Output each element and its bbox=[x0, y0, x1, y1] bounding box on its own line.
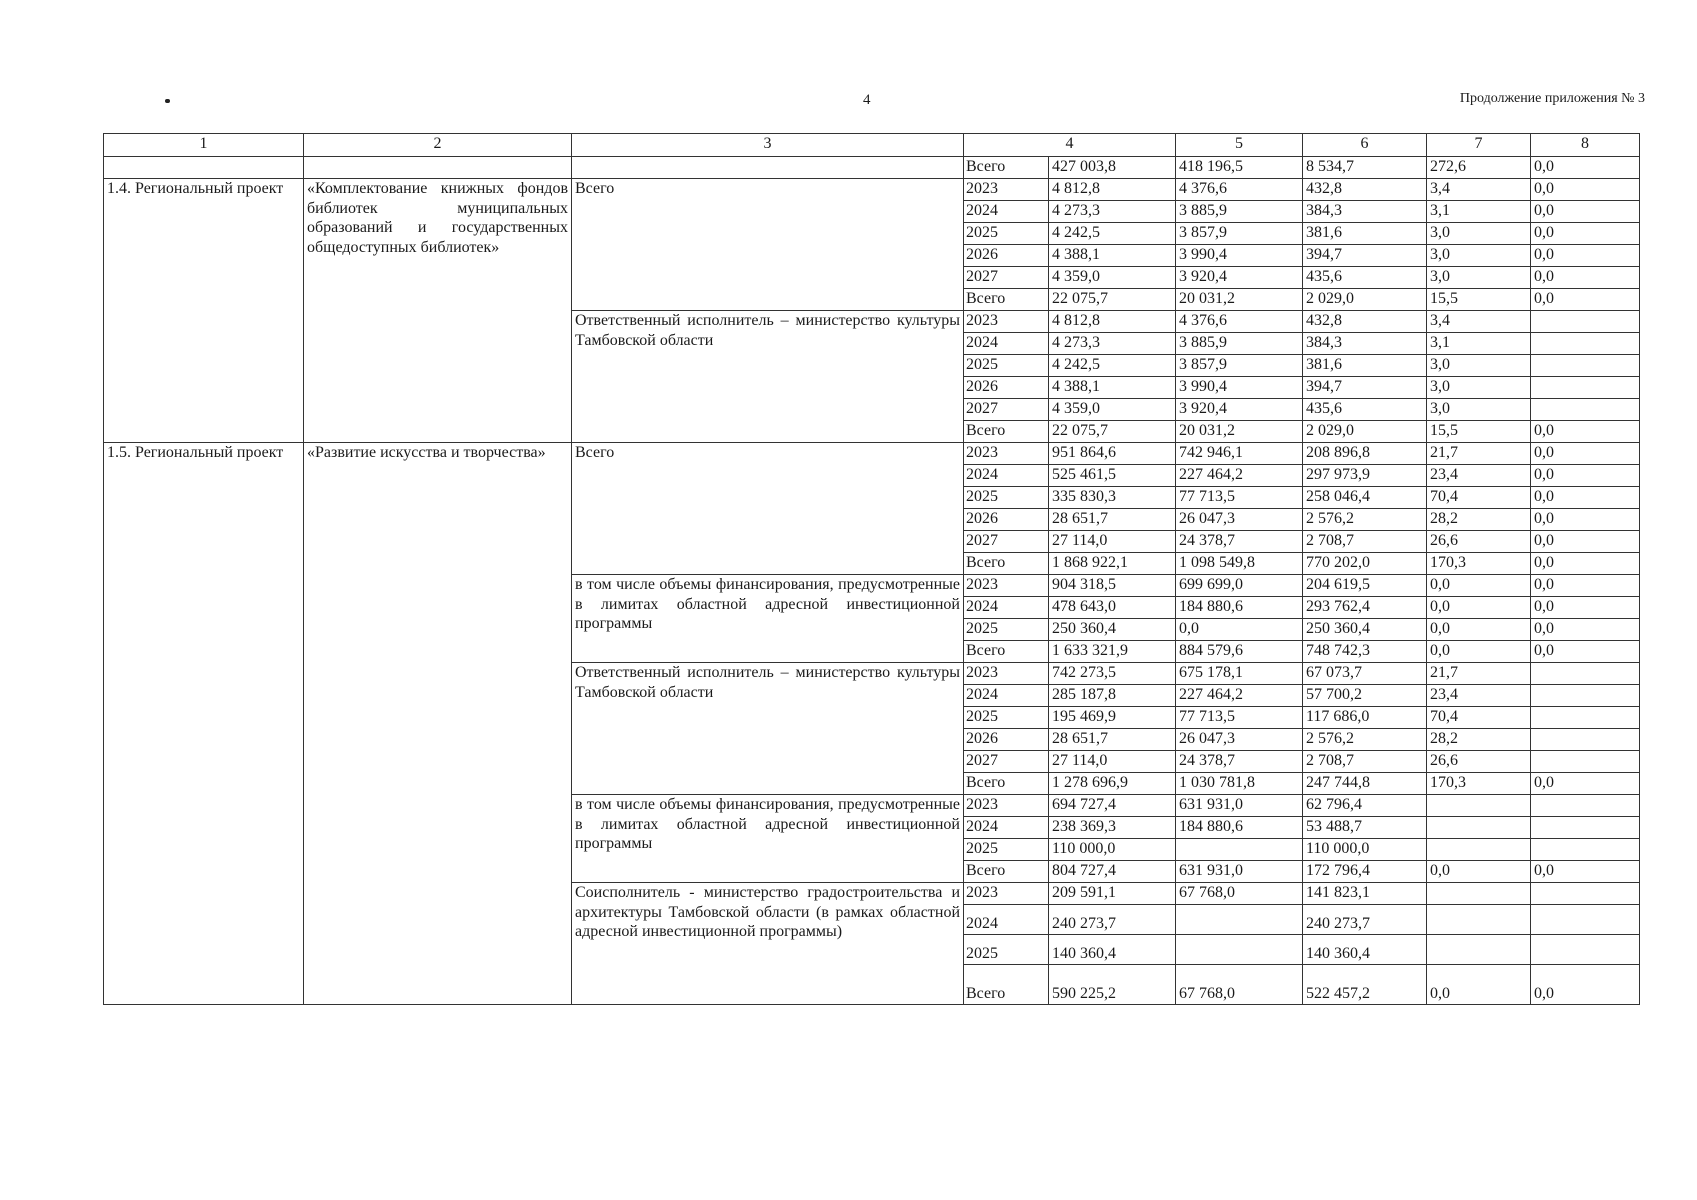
year-cell: 2027 bbox=[964, 267, 1049, 289]
value-cell: 432,8 bbox=[1303, 179, 1427, 201]
value-cell: 70,4 bbox=[1427, 487, 1531, 509]
col-header: 2 bbox=[304, 134, 572, 157]
table-body bbox=[104, 134, 1640, 1005]
value-cell: 0,0 bbox=[1531, 245, 1640, 267]
value-cell: 2 708,7 bbox=[1303, 751, 1427, 773]
value-cell: 4 359,0 bbox=[1049, 399, 1176, 421]
value-cell: 3,0 bbox=[1427, 245, 1531, 267]
value-cell bbox=[1531, 663, 1640, 685]
year-cell: 2027 bbox=[964, 751, 1049, 773]
value-cell: 3 885,9 bbox=[1176, 201, 1303, 223]
value-cell: 110 000,0 bbox=[1303, 839, 1427, 861]
value-cell: 631 931,0 bbox=[1176, 795, 1303, 817]
empty-cell bbox=[304, 157, 572, 179]
value-cell: 394,7 bbox=[1303, 377, 1427, 399]
value-cell bbox=[1531, 935, 1640, 965]
value-cell: 0,0 bbox=[1531, 157, 1640, 179]
value-cell: 3,1 bbox=[1427, 333, 1531, 355]
value-cell bbox=[1531, 905, 1640, 935]
value-cell: 0,0 bbox=[1531, 443, 1640, 465]
value-cell: 2 029,0 bbox=[1303, 289, 1427, 311]
value-cell bbox=[1427, 795, 1531, 817]
value-cell bbox=[1531, 399, 1640, 421]
col-header: 1 bbox=[104, 134, 304, 157]
value-cell: 227 464,2 bbox=[1176, 685, 1303, 707]
value-cell: 478 643,0 bbox=[1049, 597, 1176, 619]
value-cell bbox=[1427, 883, 1531, 905]
year-cell: Всего bbox=[964, 861, 1049, 883]
value-cell: 742 946,1 bbox=[1176, 443, 1303, 465]
value-cell: 3,0 bbox=[1427, 377, 1531, 399]
year-cell: Всего bbox=[964, 289, 1049, 311]
value-cell: 247 744,8 bbox=[1303, 773, 1427, 795]
value-cell: 170,3 bbox=[1427, 773, 1531, 795]
value-cell: 590 225,2 bbox=[1049, 965, 1176, 1005]
value-cell bbox=[1531, 355, 1640, 377]
value-cell: 418 196,5 bbox=[1176, 157, 1303, 179]
value-cell: 28,2 bbox=[1427, 729, 1531, 751]
value-cell: 26,6 bbox=[1427, 751, 1531, 773]
value-cell: 227 464,2 bbox=[1176, 465, 1303, 487]
value-cell: 699 699,0 bbox=[1176, 575, 1303, 597]
value-cell: 208 896,8 bbox=[1303, 443, 1427, 465]
value-cell: 742 273,5 bbox=[1049, 663, 1176, 685]
value-cell: 22 075,7 bbox=[1049, 289, 1176, 311]
value-cell: 525 461,5 bbox=[1049, 465, 1176, 487]
year-cell: 2024 bbox=[964, 201, 1049, 223]
value-cell: 2 029,0 bbox=[1303, 421, 1427, 443]
value-cell bbox=[1176, 935, 1303, 965]
year-cell: 2023 bbox=[964, 443, 1049, 465]
value-cell: 170,3 bbox=[1427, 553, 1531, 575]
year-cell: 2025 bbox=[964, 223, 1049, 245]
value-cell: 57 700,2 bbox=[1303, 685, 1427, 707]
value-cell: 0,0 bbox=[1531, 861, 1640, 883]
value-cell bbox=[1531, 795, 1640, 817]
value-cell bbox=[1531, 311, 1640, 333]
year-cell: 2026 bbox=[964, 509, 1049, 531]
value-cell: 1 278 696,9 bbox=[1049, 773, 1176, 795]
value-cell: 3,4 bbox=[1427, 179, 1531, 201]
value-cell: 184 880,6 bbox=[1176, 817, 1303, 839]
value-cell: 4 812,8 bbox=[1049, 311, 1176, 333]
value-cell: 904 318,5 bbox=[1049, 575, 1176, 597]
value-cell: 0,0 bbox=[1427, 597, 1531, 619]
value-cell: 0,0 bbox=[1531, 289, 1640, 311]
value-cell: 67 073,7 bbox=[1303, 663, 1427, 685]
table-row bbox=[104, 157, 1640, 179]
value-cell: 3 857,9 bbox=[1176, 355, 1303, 377]
year-cell: 2023 bbox=[964, 795, 1049, 817]
value-cell: 258 046,4 bbox=[1303, 487, 1427, 509]
value-cell: 27 114,0 bbox=[1049, 751, 1176, 773]
year-cell: Всего bbox=[964, 641, 1049, 663]
value-cell bbox=[1427, 935, 1531, 965]
col-header: 5 bbox=[1176, 134, 1303, 157]
value-cell: 285 187,8 bbox=[1049, 685, 1176, 707]
value-cell: 140 360,4 bbox=[1049, 935, 1176, 965]
value-cell bbox=[1531, 333, 1640, 355]
value-cell: 522 457,2 bbox=[1303, 965, 1427, 1005]
value-cell bbox=[1531, 377, 1640, 399]
value-cell: 0,0 bbox=[1427, 861, 1531, 883]
year-cell: Всего bbox=[964, 553, 1049, 575]
empty-cell bbox=[104, 157, 304, 179]
value-cell: 0,0 bbox=[1427, 641, 1531, 663]
value-cell: 250 360,4 bbox=[1303, 619, 1427, 641]
value-cell: 435,6 bbox=[1303, 267, 1427, 289]
value-cell: 3,1 bbox=[1427, 201, 1531, 223]
value-cell: 15,5 bbox=[1427, 421, 1531, 443]
value-cell: 0,0 bbox=[1531, 575, 1640, 597]
value-cell: 1 098 549,8 bbox=[1176, 553, 1303, 575]
value-cell: 0,0 bbox=[1531, 201, 1640, 223]
value-cell: 0,0 bbox=[1531, 223, 1640, 245]
value-cell: 28,2 bbox=[1427, 509, 1531, 531]
value-cell: 804 727,4 bbox=[1049, 861, 1176, 883]
value-cell bbox=[1531, 707, 1640, 729]
value-cell: 26,6 bbox=[1427, 531, 1531, 553]
table-row bbox=[104, 443, 1640, 465]
value-cell: 0,0 bbox=[1531, 597, 1640, 619]
value-cell: 209 591,1 bbox=[1049, 883, 1176, 905]
year-cell: 2024 bbox=[964, 685, 1049, 707]
value-cell bbox=[1531, 839, 1640, 861]
value-cell: 28 651,7 bbox=[1049, 509, 1176, 531]
value-cell: 0,0 bbox=[1531, 267, 1640, 289]
value-cell: 184 880,6 bbox=[1176, 597, 1303, 619]
value-cell: 394,7 bbox=[1303, 245, 1427, 267]
year-cell: 2025 bbox=[964, 619, 1049, 641]
year-cell: Всего bbox=[964, 157, 1049, 179]
value-cell: 3 990,4 bbox=[1176, 377, 1303, 399]
value-cell: 23,4 bbox=[1427, 685, 1531, 707]
year-cell: 2023 bbox=[964, 311, 1049, 333]
value-cell: 1 030 781,8 bbox=[1176, 773, 1303, 795]
value-cell: 24 378,7 bbox=[1176, 531, 1303, 553]
project-number-cell: 1.4. Региональный проект bbox=[104, 179, 304, 443]
value-cell: 4 359,0 bbox=[1049, 267, 1176, 289]
value-cell: 24 378,7 bbox=[1176, 751, 1303, 773]
value-cell: 1 633 321,9 bbox=[1049, 641, 1176, 663]
funding-source-cell: Ответственный исполнитель – министерство культуры Тамбовской области bbox=[572, 663, 964, 795]
funding-source-cell: Всего bbox=[572, 443, 964, 575]
value-cell: 140 360,4 bbox=[1303, 935, 1427, 965]
value-cell: 3 990,4 bbox=[1176, 245, 1303, 267]
year-cell: 2026 bbox=[964, 729, 1049, 751]
value-cell: 62 796,4 bbox=[1303, 795, 1427, 817]
value-cell: 0,0 bbox=[1531, 773, 1640, 795]
value-cell: 427 003,8 bbox=[1049, 157, 1176, 179]
year-cell: 2025 bbox=[964, 839, 1049, 861]
value-cell: 21,7 bbox=[1427, 443, 1531, 465]
value-cell: 240 273,7 bbox=[1049, 905, 1176, 935]
value-cell bbox=[1427, 817, 1531, 839]
funding-source-cell: в том числе объемы финансирования, предусмотренные в лимитах областной адресной инвестиционной программы bbox=[572, 795, 964, 883]
value-cell: 204 619,5 bbox=[1303, 575, 1427, 597]
value-cell: 0,0 bbox=[1531, 553, 1640, 575]
year-cell: 2027 bbox=[964, 531, 1049, 553]
year-cell: 2023 bbox=[964, 575, 1049, 597]
value-cell: 432,8 bbox=[1303, 311, 1427, 333]
empty-cell bbox=[572, 157, 964, 179]
value-cell: 3 857,9 bbox=[1176, 223, 1303, 245]
value-cell: 435,6 bbox=[1303, 399, 1427, 421]
year-cell: 2024 bbox=[964, 333, 1049, 355]
value-cell bbox=[1531, 685, 1640, 707]
value-cell: 4 273,3 bbox=[1049, 201, 1176, 223]
value-cell bbox=[1531, 751, 1640, 773]
value-cell: 4 376,6 bbox=[1176, 179, 1303, 201]
col-header: 8 bbox=[1531, 134, 1640, 157]
value-cell: 384,3 bbox=[1303, 333, 1427, 355]
value-cell: 67 768,0 bbox=[1176, 965, 1303, 1005]
value-cell bbox=[1176, 839, 1303, 861]
year-cell: 2023 bbox=[964, 179, 1049, 201]
col-header: 4 bbox=[964, 134, 1176, 157]
funding-source-cell: Соисполнитель - министерство градостроительства и архитектуры Тамбовской области (в рамках областной адресной инвестиционной программы) bbox=[572, 883, 964, 1005]
value-cell: 26 047,3 bbox=[1176, 729, 1303, 751]
value-cell: 297 973,9 bbox=[1303, 465, 1427, 487]
value-cell: 0,0 bbox=[1531, 641, 1640, 663]
value-cell: 53 488,7 bbox=[1303, 817, 1427, 839]
column-number-row bbox=[104, 134, 1640, 157]
value-cell: 884 579,6 bbox=[1176, 641, 1303, 663]
value-cell: 272,6 bbox=[1427, 157, 1531, 179]
value-cell: 0,0 bbox=[1427, 965, 1531, 1005]
scan-speck bbox=[165, 99, 170, 103]
value-cell: 4 242,5 bbox=[1049, 355, 1176, 377]
year-cell: 2026 bbox=[964, 377, 1049, 399]
value-cell: 67 768,0 bbox=[1176, 883, 1303, 905]
value-cell: 0,0 bbox=[1427, 575, 1531, 597]
value-cell: 4 812,8 bbox=[1049, 179, 1176, 201]
value-cell: 3 920,4 bbox=[1176, 399, 1303, 421]
value-cell: 381,6 bbox=[1303, 355, 1427, 377]
value-cell: 22 075,7 bbox=[1049, 421, 1176, 443]
value-cell: 0,0 bbox=[1531, 487, 1640, 509]
value-cell: 70,4 bbox=[1427, 707, 1531, 729]
value-cell: 3,0 bbox=[1427, 399, 1531, 421]
funding-source-cell: в том числе объемы финансирования, предусмотренные в лимитах областной адресной инвестиционной программы bbox=[572, 575, 964, 663]
value-cell: 293 762,4 bbox=[1303, 597, 1427, 619]
funding-source-cell: Всего bbox=[572, 179, 964, 311]
value-cell: 3,0 bbox=[1427, 355, 1531, 377]
year-cell: 2025 bbox=[964, 935, 1049, 965]
col-header: 7 bbox=[1427, 134, 1531, 157]
value-cell: 0,0 bbox=[1531, 531, 1640, 553]
value-cell: 0,0 bbox=[1531, 179, 1640, 201]
value-cell: 694 727,4 bbox=[1049, 795, 1176, 817]
value-cell: 675 178,1 bbox=[1176, 663, 1303, 685]
value-cell bbox=[1427, 905, 1531, 935]
value-cell: 3 920,4 bbox=[1176, 267, 1303, 289]
col-header: 6 bbox=[1303, 134, 1427, 157]
year-cell: 2024 bbox=[964, 817, 1049, 839]
value-cell bbox=[1427, 839, 1531, 861]
value-cell: 2 576,2 bbox=[1303, 729, 1427, 751]
value-cell: 3 885,9 bbox=[1176, 333, 1303, 355]
project-number-cell: 1.5. Региональный проект bbox=[104, 443, 304, 1005]
value-cell: 238 369,3 bbox=[1049, 817, 1176, 839]
value-cell: 8 534,7 bbox=[1303, 157, 1427, 179]
value-cell: 110 000,0 bbox=[1049, 839, 1176, 861]
value-cell: 951 864,6 bbox=[1049, 443, 1176, 465]
value-cell: 28 651,7 bbox=[1049, 729, 1176, 751]
appendix-caption: Продолжение приложения № 3 bbox=[1459, 91, 1645, 106]
value-cell: 0,0 bbox=[1531, 421, 1640, 443]
value-cell: 77 713,5 bbox=[1176, 707, 1303, 729]
year-cell: 2025 bbox=[964, 355, 1049, 377]
value-cell: 381,6 bbox=[1303, 223, 1427, 245]
year-cell: 2027 bbox=[964, 399, 1049, 421]
value-cell: 748 742,3 bbox=[1303, 641, 1427, 663]
value-cell: 240 273,7 bbox=[1303, 905, 1427, 935]
value-cell: 3,0 bbox=[1427, 267, 1531, 289]
value-cell bbox=[1531, 883, 1640, 905]
value-cell: 631 931,0 bbox=[1176, 861, 1303, 883]
value-cell: 27 114,0 bbox=[1049, 531, 1176, 553]
year-cell: 2025 bbox=[964, 707, 1049, 729]
project-title-cell: «Развитие искусства и творчества» bbox=[304, 443, 572, 1005]
value-cell: 1 868 922,1 bbox=[1049, 553, 1176, 575]
value-cell: 4 242,5 bbox=[1049, 223, 1176, 245]
funding-source-cell: Ответственный исполнитель – министерство культуры Тамбовской области bbox=[572, 311, 964, 443]
value-cell: 23,4 bbox=[1427, 465, 1531, 487]
value-cell: 4 388,1 bbox=[1049, 245, 1176, 267]
value-cell: 0,0 bbox=[1531, 965, 1640, 1005]
value-cell: 0,0 bbox=[1531, 619, 1640, 641]
table-row bbox=[104, 179, 1640, 201]
project-title-cell: «Комплектование книжных фондов библиотек муниципальных образований и государственных общедоступных библиотек» bbox=[304, 179, 572, 443]
value-cell: 4 273,3 bbox=[1049, 333, 1176, 355]
year-cell: 2024 bbox=[964, 465, 1049, 487]
value-cell: 3,0 bbox=[1427, 223, 1531, 245]
year-cell: 2026 bbox=[964, 245, 1049, 267]
value-cell: 4 388,1 bbox=[1049, 377, 1176, 399]
year-cell: Всего bbox=[964, 773, 1049, 795]
value-cell: 335 830,3 bbox=[1049, 487, 1176, 509]
year-cell: Всего bbox=[964, 421, 1049, 443]
value-cell: 21,7 bbox=[1427, 663, 1531, 685]
value-cell bbox=[1531, 729, 1640, 751]
value-cell: 384,3 bbox=[1303, 201, 1427, 223]
value-cell: 770 202,0 bbox=[1303, 553, 1427, 575]
value-cell bbox=[1531, 817, 1640, 839]
value-cell: 20 031,2 bbox=[1176, 421, 1303, 443]
year-cell: 2024 bbox=[964, 905, 1049, 935]
year-cell: Всего bbox=[964, 965, 1049, 1005]
finance-table bbox=[103, 133, 1640, 1005]
value-cell: 77 713,5 bbox=[1176, 487, 1303, 509]
value-cell: 15,5 bbox=[1427, 289, 1531, 311]
value-cell: 20 031,2 bbox=[1176, 289, 1303, 311]
col-header: 3 bbox=[572, 134, 964, 157]
page-number: 4 bbox=[863, 92, 871, 108]
value-cell: 2 708,7 bbox=[1303, 531, 1427, 553]
value-cell: 2 576,2 bbox=[1303, 509, 1427, 531]
year-cell: 2023 bbox=[964, 663, 1049, 685]
year-cell: 2024 bbox=[964, 597, 1049, 619]
value-cell: 0,0 bbox=[1531, 509, 1640, 531]
value-cell: 0,0 bbox=[1531, 465, 1640, 487]
value-cell: 117 686,0 bbox=[1303, 707, 1427, 729]
value-cell: 0,0 bbox=[1427, 619, 1531, 641]
year-cell: 2025 bbox=[964, 487, 1049, 509]
value-cell: 172 796,4 bbox=[1303, 861, 1427, 883]
year-cell: 2023 bbox=[964, 883, 1049, 905]
value-cell: 4 376,6 bbox=[1176, 311, 1303, 333]
value-cell: 195 469,9 bbox=[1049, 707, 1176, 729]
value-cell bbox=[1176, 905, 1303, 935]
value-cell: 0,0 bbox=[1176, 619, 1303, 641]
value-cell: 250 360,4 bbox=[1049, 619, 1176, 641]
value-cell: 26 047,3 bbox=[1176, 509, 1303, 531]
value-cell: 3,4 bbox=[1427, 311, 1531, 333]
value-cell: 141 823,1 bbox=[1303, 883, 1427, 905]
